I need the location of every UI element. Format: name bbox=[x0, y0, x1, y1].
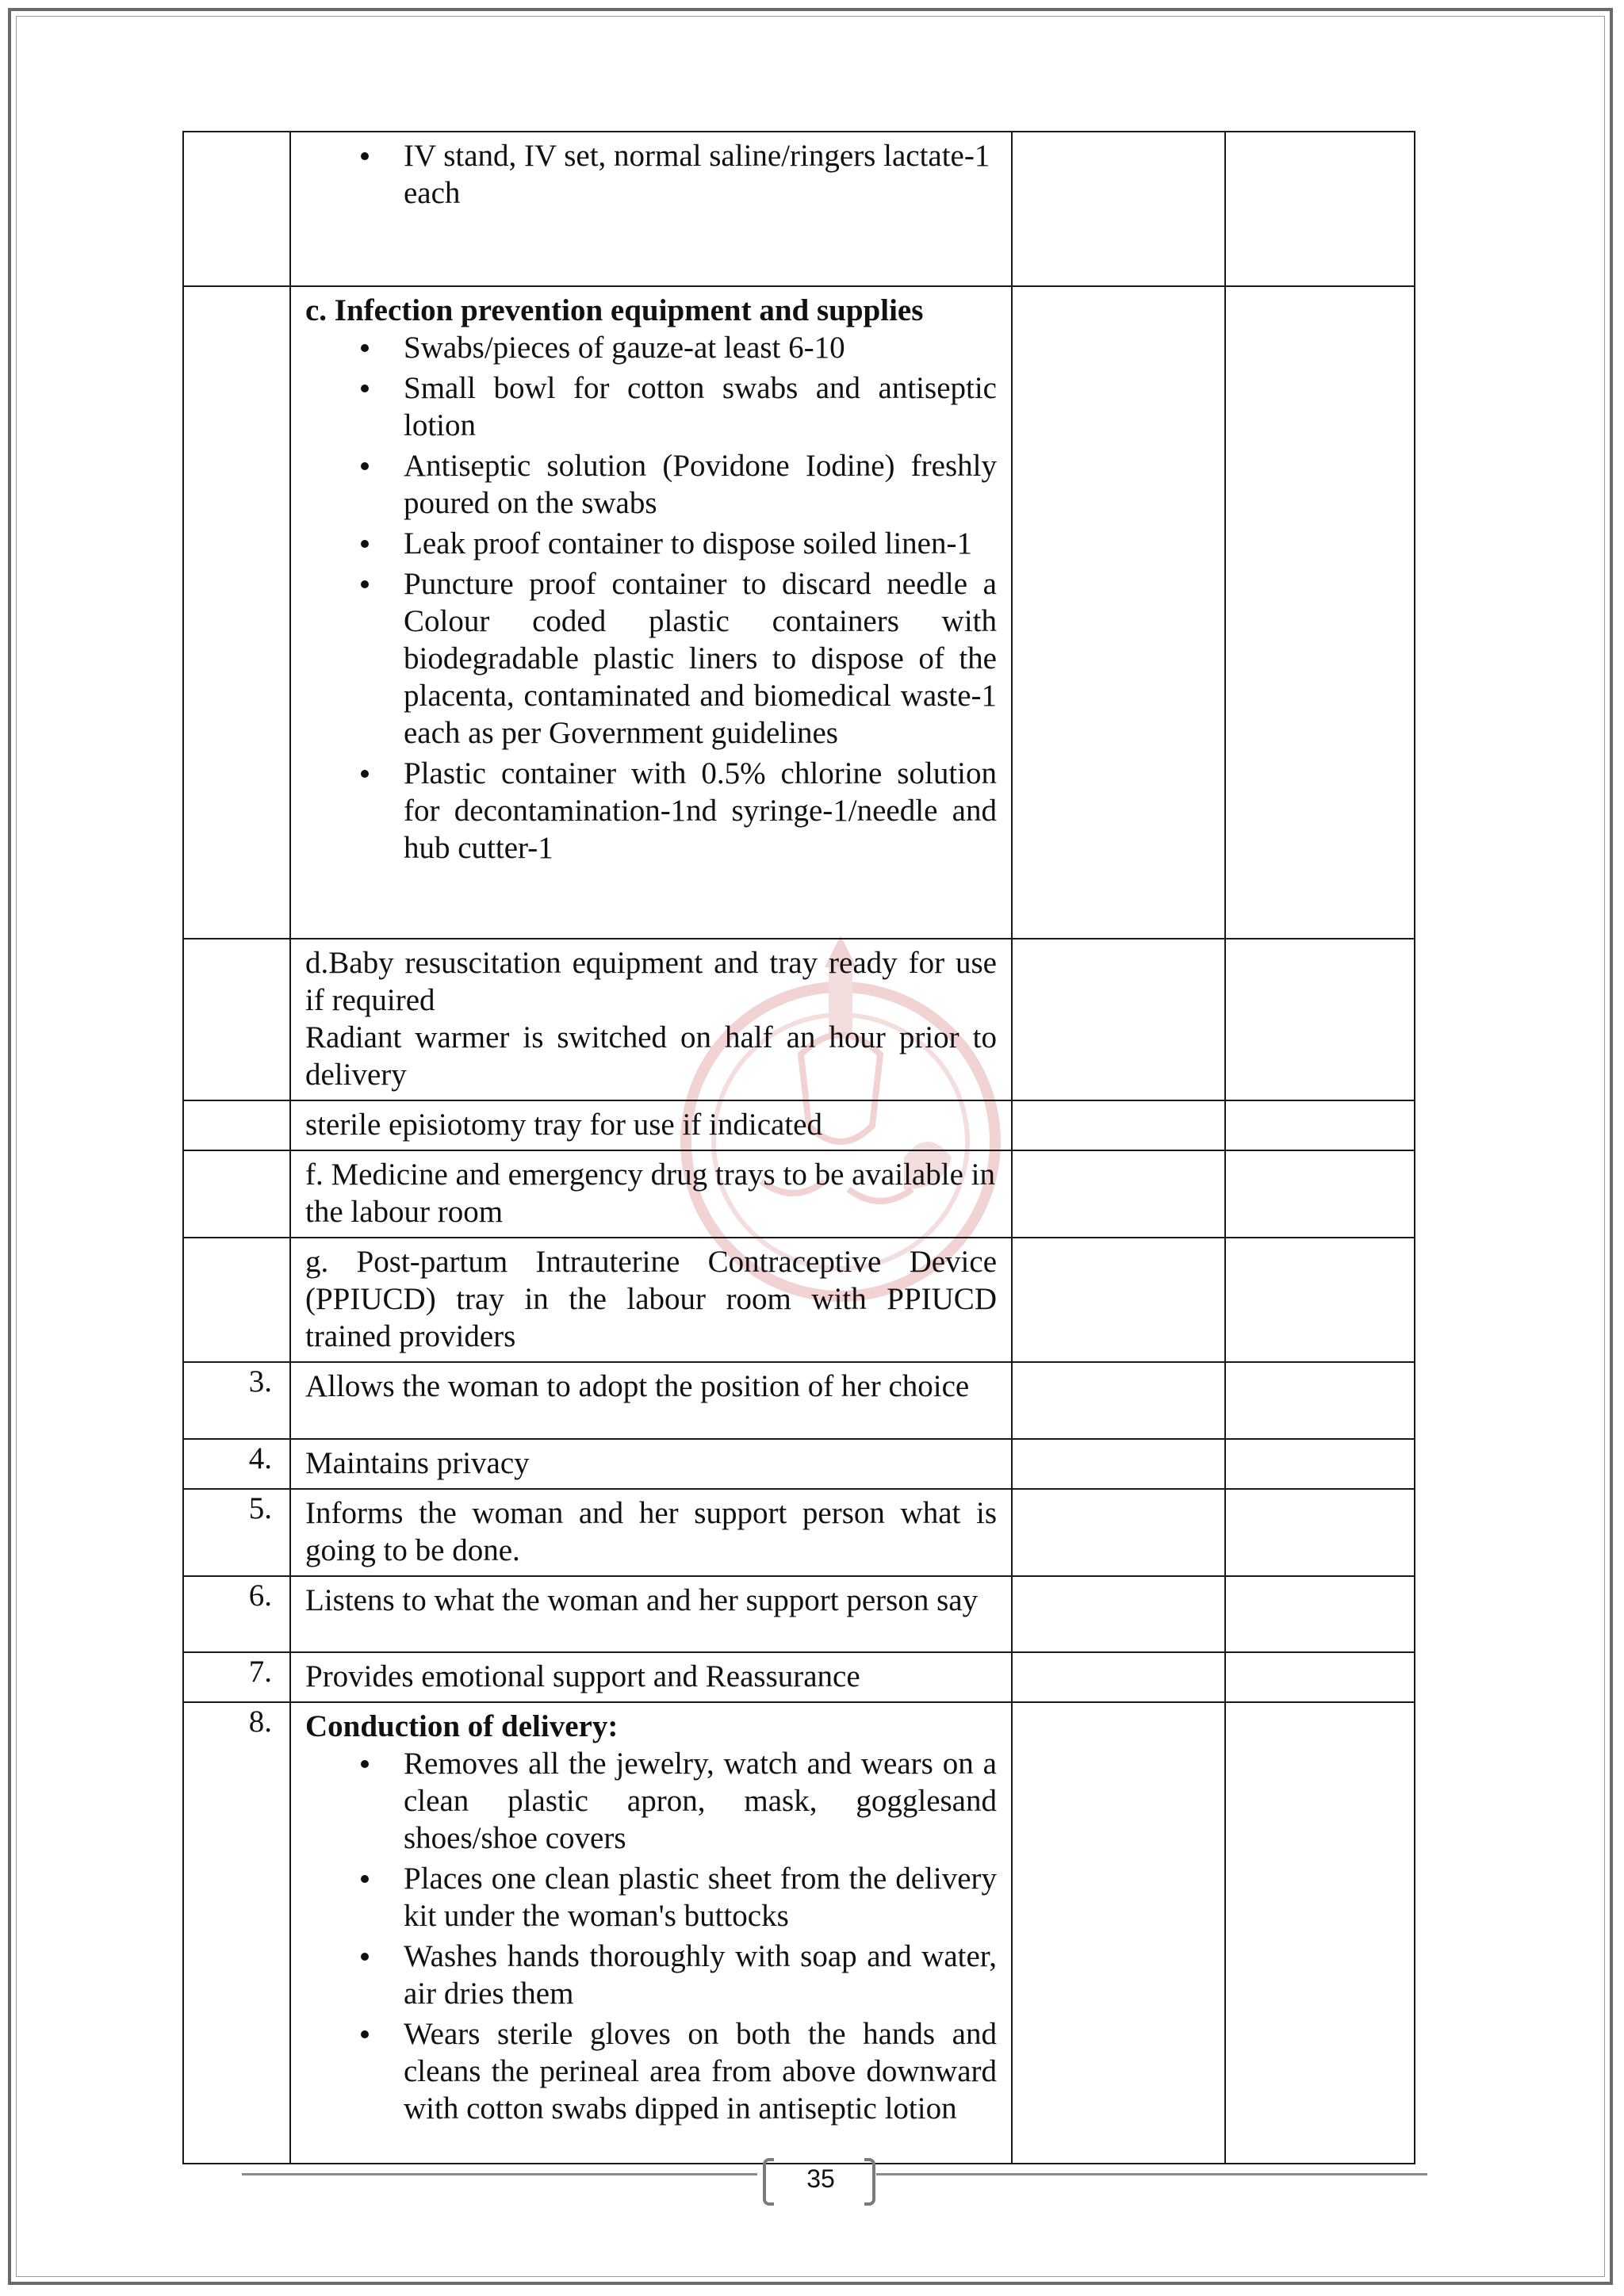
remarks-cell bbox=[1225, 1150, 1415, 1238]
list-item: Removes all the jewelry, watch and wears on a clean plastic apron, mask, gogglesand shoes/shoe covers bbox=[305, 1745, 997, 1857]
score-cell bbox=[1012, 132, 1225, 286]
row-number: 8. bbox=[183, 1702, 290, 2164]
row-description bbox=[290, 132, 1012, 286]
list-item: IV stand, IV set, normal saline/ringers lactate-1 each bbox=[305, 137, 997, 212]
row-text: Provides emotional support and Reassurance bbox=[305, 1659, 860, 1693]
remarks-cell bbox=[1225, 1100, 1415, 1150]
row-description bbox=[290, 1100, 1012, 1150]
remarks-cell bbox=[1225, 286, 1415, 939]
score-cell bbox=[1012, 1576, 1225, 1652]
row-description bbox=[290, 1576, 1012, 1652]
row-text: Radiant warmer is switched on half an hour prior to delivery bbox=[305, 1020, 997, 1092]
row-description bbox=[290, 939, 1012, 1100]
row-number: 5. bbox=[183, 1489, 290, 1576]
remarks-cell bbox=[1225, 1238, 1415, 1362]
checklist-table bbox=[182, 131, 1415, 2164]
table-row bbox=[183, 1238, 1415, 1362]
remarks-cell bbox=[1225, 1439, 1415, 1489]
remarks-cell bbox=[1225, 132, 1415, 286]
score-cell bbox=[1012, 1702, 1225, 2164]
list-item: Swabs/pieces of gauze-at least 6-10 bbox=[305, 329, 997, 366]
row-text: Maintains privacy bbox=[305, 1446, 530, 1480]
score-cell bbox=[1012, 939, 1225, 1100]
row-description bbox=[290, 1702, 1012, 2164]
row-text: d.Baby resuscitation equipment and tray ready for use if required bbox=[305, 946, 997, 1017]
remarks-cell bbox=[1225, 1489, 1415, 1576]
section-heading: c. Infection prevention equipment and supplies bbox=[305, 293, 924, 327]
score-cell bbox=[1012, 1100, 1225, 1150]
footer-rule-right bbox=[876, 2173, 1427, 2175]
table-row bbox=[183, 1702, 1415, 2164]
left-bracket-icon bbox=[763, 2158, 774, 2206]
row-description bbox=[290, 1150, 1012, 1238]
row-number: 7. bbox=[183, 1652, 290, 1702]
table-row bbox=[183, 286, 1415, 939]
list-item: Antiseptic solution (Povidone Iodine) freshly poured on the swabs bbox=[305, 447, 997, 522]
row-description bbox=[290, 1238, 1012, 1362]
list-item: Leak proof container to dispose soiled linen-1 bbox=[305, 525, 997, 562]
row-description bbox=[290, 1439, 1012, 1489]
page-number: 35 bbox=[806, 2164, 835, 2193]
list-item: Plastic container with 0.5% chlorine solution for decontamination-1nd syringe-1/needle and hub cutter-1 bbox=[305, 755, 997, 867]
score-cell bbox=[1012, 1150, 1225, 1238]
table-row bbox=[183, 1100, 1415, 1150]
remarks-cell bbox=[1225, 939, 1415, 1100]
right-bracket-icon bbox=[864, 2158, 875, 2206]
row-text: Allows the woman to adopt the position of her choice bbox=[305, 1369, 970, 1403]
row-text: Listens to what the woman and her support person say bbox=[305, 1583, 979, 1617]
row-description bbox=[290, 286, 1012, 939]
table-row bbox=[183, 1439, 1415, 1489]
table-row bbox=[183, 1150, 1415, 1238]
row-number bbox=[183, 1238, 290, 1362]
table-row bbox=[183, 939, 1415, 1100]
score-cell bbox=[1012, 1238, 1225, 1362]
row-description bbox=[290, 1652, 1012, 1702]
list-item: Puncture proof container to discard needle a Colour coded plastic containers with biodegradable plastic liners to dispose of the placenta, contaminated and biomedical waste-1 each as per Government guidelines bbox=[305, 565, 997, 752]
table-row bbox=[183, 1652, 1415, 1702]
remarks-cell bbox=[1225, 1652, 1415, 1702]
row-description bbox=[290, 1489, 1012, 1576]
section-heading: Conduction of delivery: bbox=[305, 1709, 619, 1743]
row-number bbox=[183, 286, 290, 939]
row-number: 3. bbox=[183, 1362, 290, 1439]
score-cell bbox=[1012, 1489, 1225, 1576]
table-row bbox=[183, 1489, 1415, 1576]
table-row bbox=[183, 1576, 1415, 1652]
list-item: Wears sterile gloves on both the hands and cleans the perineal area from above downward with cotton swabs dipped in antiseptic lotion bbox=[305, 2015, 997, 2127]
list-item: Washes hands thoroughly with soap and water, air dries them bbox=[305, 1938, 997, 2012]
row-number bbox=[183, 939, 290, 1100]
row-number bbox=[183, 1100, 290, 1150]
list-item: Places one clean plastic sheet from the delivery kit under the woman's buttocks bbox=[305, 1860, 997, 1934]
row-number: 6. bbox=[183, 1576, 290, 1652]
list-item: Small bowl for cotton swabs and antiseptic lotion bbox=[305, 369, 997, 444]
row-number bbox=[183, 1150, 290, 1238]
row-description bbox=[290, 1362, 1012, 1439]
row-number bbox=[183, 132, 290, 286]
row-text: Informs the woman and her support person what is going to be done. bbox=[305, 1496, 997, 1567]
row-text: sterile episiotomy tray for use if indicated bbox=[305, 1108, 822, 1142]
table-row bbox=[183, 132, 1415, 286]
remarks-cell bbox=[1225, 1576, 1415, 1652]
remarks-cell bbox=[1225, 1362, 1415, 1439]
score-cell bbox=[1012, 286, 1225, 939]
row-text: f. Medicine and emergency drug trays to be available in the labour room bbox=[305, 1158, 995, 1229]
score-cell bbox=[1012, 1362, 1225, 1439]
remarks-cell bbox=[1225, 1702, 1415, 2164]
score-cell bbox=[1012, 1439, 1225, 1489]
row-text: g. Post-partum Intrauterine Contraceptive Device (PPIUCD) tray in the labour room with PPIUCD trained providers bbox=[305, 1245, 997, 1353]
table-row bbox=[183, 1362, 1415, 1439]
score-cell bbox=[1012, 1652, 1225, 1702]
row-number: 4. bbox=[183, 1439, 290, 1489]
footer-rule-left bbox=[242, 2173, 757, 2175]
